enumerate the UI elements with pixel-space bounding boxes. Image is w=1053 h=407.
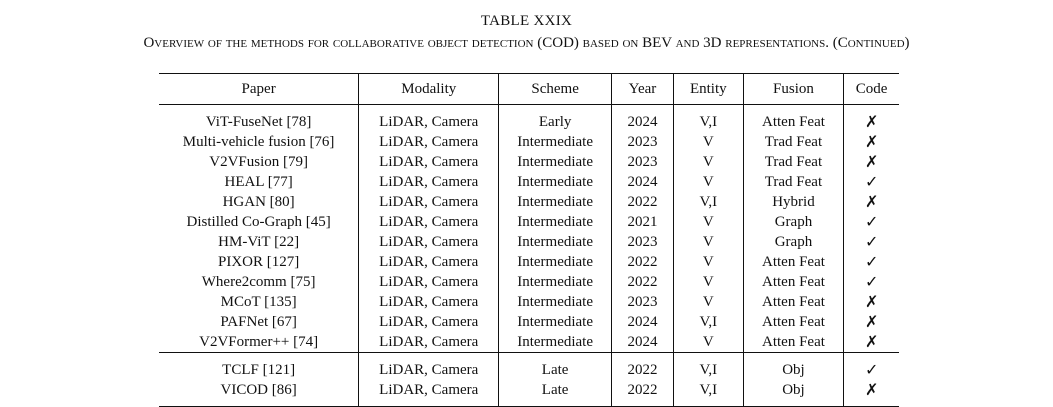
cell-modality: LiDAR, Camera <box>359 132 499 152</box>
cell-modality: LiDAR, Camera <box>359 332 499 353</box>
cell-scheme: Intermediate <box>499 312 612 332</box>
cell-fusion: Atten Feat <box>743 272 844 292</box>
table-row <box>159 232 899 252</box>
cell-entity: V <box>673 292 743 312</box>
cell-paper: ViT-FuseNet [78] <box>159 105 359 133</box>
cell-scheme: Early <box>499 105 612 133</box>
cell-paper: HEAL [77] <box>159 172 359 192</box>
cell-fusion: Hybrid <box>743 192 844 212</box>
cell-year: 2022 <box>612 272 674 292</box>
table-row <box>159 272 899 292</box>
cell-modality: LiDAR, Camera <box>359 152 499 172</box>
cell-fusion: Atten Feat <box>743 105 844 133</box>
table-row <box>159 132 899 152</box>
code-mark-icon: ✗ <box>864 292 879 311</box>
header-modality: Modality <box>359 74 499 105</box>
cell-modality: LiDAR, Camera <box>359 192 499 212</box>
cell-fusion: Atten Feat <box>743 292 844 312</box>
table-caption: Overview of the methods for collaborative object detection (COD) based on BEV and 3D representations. (Continued) <box>143 35 910 51</box>
cell-fusion: Obj <box>743 353 844 381</box>
cell-modality: LiDAR, Camera <box>359 380 499 407</box>
cell-entity: V,I <box>673 380 743 407</box>
cell-code <box>844 212 899 232</box>
cell-entity: V,I <box>673 105 743 133</box>
cell-scheme: Intermediate <box>499 152 612 172</box>
cell-entity: V <box>673 272 743 292</box>
table-row <box>159 312 899 332</box>
cell-paper: V2VFusion [79] <box>159 152 359 172</box>
cell-year: 2024 <box>612 312 674 332</box>
cell-code <box>844 252 899 272</box>
code-mark-icon: ✓ <box>864 272 879 291</box>
cell-fusion: Trad Feat <box>743 152 844 172</box>
cell-entity: V <box>673 212 743 232</box>
cell-scheme: Intermediate <box>499 252 612 272</box>
cell-fusion: Atten Feat <box>743 252 844 272</box>
cell-modality: LiDAR, Camera <box>359 252 499 272</box>
code-mark-icon: ✗ <box>864 312 879 331</box>
cell-code <box>844 105 899 133</box>
header-year: Year <box>612 74 674 105</box>
cell-entity: V <box>673 132 743 152</box>
late-rows <box>159 353 899 407</box>
header-code: Code <box>844 74 899 105</box>
cell-scheme: Intermediate <box>499 292 612 312</box>
code-mark-icon: ✓ <box>864 360 879 379</box>
cell-paper: VICOD [86] <box>159 380 359 407</box>
cell-code <box>844 172 899 192</box>
cell-paper: PAFNet [67] <box>159 312 359 332</box>
cell-paper: HM-ViT [22] <box>159 232 359 252</box>
cell-year: 2023 <box>612 152 674 172</box>
cell-fusion: Graph <box>743 232 844 252</box>
cell-modality: LiDAR, Camera <box>359 272 499 292</box>
main-rows <box>159 105 899 353</box>
cell-modality: LiDAR, Camera <box>359 292 499 312</box>
table-title: TABLE XXIX <box>480 13 573 29</box>
cell-paper: Distilled Co-Graph [45] <box>159 212 359 232</box>
cell-paper: MCoT [135] <box>159 292 359 312</box>
code-mark-icon: ✗ <box>864 380 879 399</box>
cell-year: 2024 <box>612 332 674 353</box>
cell-paper: TCLF [121] <box>159 353 359 381</box>
cell-year: 2022 <box>612 192 674 212</box>
header-fusion: Fusion <box>743 74 844 105</box>
cell-entity: V <box>673 232 743 252</box>
cell-entity: V <box>673 332 743 353</box>
table-row <box>159 380 899 407</box>
cell-year: 2022 <box>612 353 674 381</box>
cell-entity: V,I <box>673 312 743 332</box>
cell-entity: V <box>673 172 743 192</box>
cell-scheme: Intermediate <box>499 212 612 232</box>
cell-fusion: Trad Feat <box>743 172 844 192</box>
cell-scheme: Intermediate <box>499 192 612 212</box>
header-row <box>159 74 899 105</box>
cell-entity: V <box>673 152 743 172</box>
cell-entity: V,I <box>673 353 743 381</box>
code-mark-icon: ✓ <box>864 232 879 251</box>
cell-code <box>844 312 899 332</box>
cell-fusion: Trad Feat <box>743 132 844 152</box>
cell-scheme: Intermediate <box>499 172 612 192</box>
cell-scheme: Intermediate <box>499 332 612 353</box>
cell-scheme: Late <box>499 353 612 381</box>
cell-code <box>844 232 899 252</box>
cell-code <box>844 272 899 292</box>
code-mark-icon: ✗ <box>864 192 879 211</box>
cell-paper: HGAN [80] <box>159 192 359 212</box>
cell-modality: LiDAR, Camera <box>359 312 499 332</box>
cell-paper: Multi-vehicle fusion [76] <box>159 132 359 152</box>
cell-code <box>844 132 899 152</box>
cell-code <box>844 192 899 212</box>
cell-year: 2023 <box>612 132 674 152</box>
cell-code <box>844 152 899 172</box>
code-mark-icon: ✗ <box>864 332 879 351</box>
header-scheme: Scheme <box>499 74 612 105</box>
cell-modality: LiDAR, Camera <box>359 212 499 232</box>
cell-fusion: Atten Feat <box>743 312 844 332</box>
code-mark-icon: ✗ <box>864 132 879 151</box>
cell-entity: V,I <box>673 192 743 212</box>
cell-scheme: Intermediate <box>499 232 612 252</box>
cell-fusion: Obj <box>743 380 844 407</box>
cell-scheme: Late <box>499 380 612 407</box>
table-row <box>159 292 899 312</box>
header-paper: Paper <box>159 74 359 105</box>
cell-fusion: Graph <box>743 212 844 232</box>
cell-year: 2023 <box>612 232 674 252</box>
table-row <box>159 152 899 172</box>
cell-year: 2022 <box>612 380 674 407</box>
cell-code <box>844 353 899 381</box>
cell-year: 2023 <box>612 292 674 312</box>
table-row <box>159 332 899 353</box>
table-row <box>159 172 899 192</box>
cell-code <box>844 332 899 353</box>
cell-paper: V2VFormer++ [74] <box>159 332 359 353</box>
header-entity: Entity <box>673 74 743 105</box>
code-mark-icon: ✗ <box>864 112 879 131</box>
code-mark-icon: ✓ <box>864 252 879 271</box>
cell-year: 2024 <box>612 105 674 133</box>
cell-code <box>844 380 899 407</box>
cell-year: 2024 <box>612 172 674 192</box>
code-mark-icon: ✗ <box>864 152 879 171</box>
cell-modality: LiDAR, Camera <box>359 172 499 192</box>
table-row <box>159 192 899 212</box>
table-row <box>159 105 899 133</box>
cell-fusion: Atten Feat <box>743 332 844 353</box>
cell-paper: Where2comm [75] <box>159 272 359 292</box>
table-row <box>159 212 899 232</box>
cell-paper: PIXOR [127] <box>159 252 359 272</box>
table-row <box>159 252 899 272</box>
cell-entity: V <box>673 252 743 272</box>
table-row <box>159 353 899 381</box>
cell-modality: LiDAR, Camera <box>359 353 499 381</box>
cell-year: 2021 <box>612 212 674 232</box>
cell-scheme: Intermediate <box>499 132 612 152</box>
cell-modality: LiDAR, Camera <box>359 105 499 133</box>
code-mark-icon: ✓ <box>864 172 879 191</box>
cell-scheme: Intermediate <box>499 272 612 292</box>
cell-year: 2022 <box>612 252 674 272</box>
cell-modality: LiDAR, Camera <box>359 232 499 252</box>
cell-code <box>844 292 899 312</box>
table-header <box>159 74 899 105</box>
cod-table <box>159 73 899 407</box>
code-mark-icon: ✓ <box>864 212 879 231</box>
